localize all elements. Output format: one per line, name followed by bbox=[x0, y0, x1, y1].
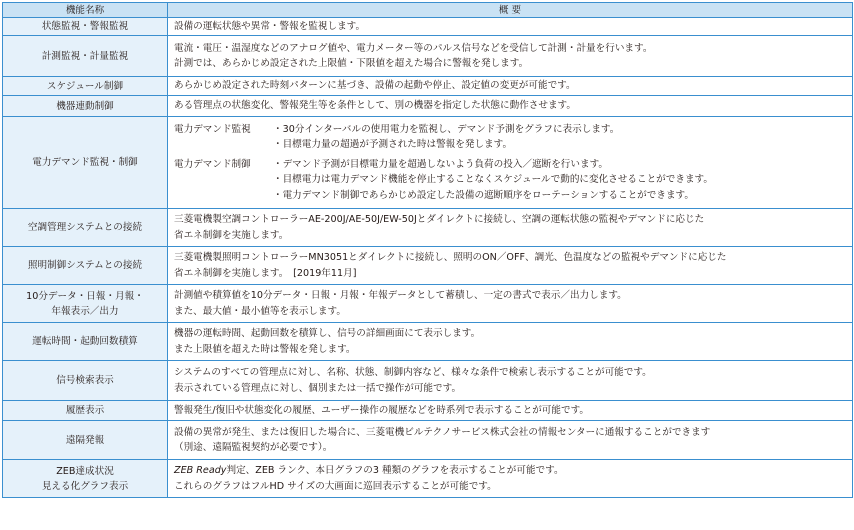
table-row bbox=[3, 117, 853, 209]
function-table bbox=[2, 2, 853, 498]
function-name-line: 運転時間・起動回数積算 bbox=[32, 336, 138, 347]
table-header-row bbox=[3, 3, 853, 18]
summary-line: 設備の異常が発生、または復旧した場合に、三菱電機ビルテクノサービス株式会社の情報センターに通報することができます bbox=[174, 426, 711, 438]
summary-line: 計測では、あらかじめ設定された上限値・下限値を超えた場合に警報を発します。 bbox=[174, 58, 529, 69]
function-name-cell bbox=[3, 401, 168, 421]
function-name-cell bbox=[3, 209, 168, 247]
header-summary: 概 要 bbox=[168, 3, 853, 18]
summary-line: ・デマンド予測が目標電力量を超過しないよう負荷の投入／遮断を行います。 bbox=[273, 158, 609, 170]
summary-line: 三菱電機製空調コントローラーAE-200J/AE-50J/EW-50Jとダイレクトに接続し、空調の運転状態の監視やデマンドに応じた bbox=[174, 214, 705, 225]
summary-line: あらかじめ設定された時刻パターンに基づき、設備の起動や停止、設定値の変更が可能です。 bbox=[174, 80, 576, 92]
function-name-cell bbox=[3, 361, 168, 401]
table-row bbox=[3, 421, 853, 460]
header-function-name: 機能名称 bbox=[3, 3, 168, 18]
summary-cell bbox=[168, 401, 853, 421]
function-name-cell bbox=[3, 323, 168, 361]
summary-line: ・目標電力量の超過が予測された時は警報を発します。 bbox=[273, 139, 513, 151]
function-name-line: 年報表示／出力 bbox=[51, 305, 119, 317]
function-name-line: 10分データ・日報・月報・ bbox=[26, 290, 144, 302]
summary-cell bbox=[168, 117, 853, 209]
summary-line: 三菱電機製照明コントローラーMN3051とダイレクトに接続し、照明のON／OFF、調光、色温度などの監視やデマンドに応じた bbox=[174, 252, 727, 263]
summary-line: 省エネ制御を実施します。 [2019年11月] bbox=[174, 267, 357, 279]
summary-line: 計測値や積算値を10分データ・日報・月報・年報データとして蓄積し、一定の書式で表示／出力します。 bbox=[174, 290, 627, 301]
summary-line: 表示されている管理点に対し、個別または一括で操作が可能です。 bbox=[174, 382, 462, 394]
function-name-cell bbox=[3, 421, 168, 460]
function-name-line: スケジュール制御 bbox=[46, 80, 124, 92]
demand-control-block bbox=[174, 157, 852, 204]
summary-cell bbox=[168, 323, 853, 361]
summary-cell bbox=[168, 96, 853, 117]
summary-line: 機器の運転時間、起動回数を積算し、信号の詳細画面にて表示します。 bbox=[174, 328, 481, 339]
table-row bbox=[3, 323, 853, 361]
function-name-line: 照明制御システムとの接続 bbox=[27, 260, 143, 271]
summary-line bbox=[174, 463, 852, 479]
table-row bbox=[3, 247, 853, 285]
function-name-line: ZEB達成状況 bbox=[56, 465, 114, 477]
function-name-line: 遠隔発報 bbox=[65, 434, 105, 446]
function-name-cell bbox=[3, 460, 168, 498]
summary-line: 省エネ制御を実施します。 bbox=[174, 229, 289, 241]
table-row bbox=[3, 36, 853, 77]
function-name-line: 機器連動制御 bbox=[56, 100, 114, 112]
table-row bbox=[3, 18, 853, 36]
table-row bbox=[3, 77, 853, 96]
function-name-cell bbox=[3, 285, 168, 323]
summary-line: また上限値を超えた時は警報を発します。 bbox=[174, 343, 356, 355]
summary-cell bbox=[168, 285, 853, 323]
table-row bbox=[3, 285, 853, 323]
demand-monitor-label: 電力デマンド監視 bbox=[174, 123, 251, 135]
summary-line: ・目標電力は電力デマンド機能を停止することなくスケジュールで動的に変化させることができます。 bbox=[273, 174, 713, 186]
summary-line: （別途、遠隔監視契約が必要です）。 bbox=[174, 442, 333, 453]
function-name-line: 状態監視・警報監視 bbox=[41, 21, 129, 32]
summary-line: 警報発生/復旧や状態変化の履歴、ユーザー操作の履歴などを時系列で表示することが可能です。 bbox=[174, 404, 589, 416]
summary-cell bbox=[168, 460, 853, 498]
table-row bbox=[3, 209, 853, 247]
summary-line: これらのグラフはフルHD サイズの大画面に巡回表示することが可能です。 bbox=[174, 480, 497, 492]
table-row bbox=[3, 460, 853, 498]
function-name-cell bbox=[3, 117, 168, 209]
table-row bbox=[3, 96, 853, 117]
summary-cell bbox=[168, 361, 853, 401]
table-row bbox=[3, 401, 853, 421]
summary-cell bbox=[168, 247, 853, 285]
summary-cell bbox=[168, 421, 853, 460]
summary-line: システムのすべての管理点に対し、名称、状態、制御内容など、様々な条件で検索し表示することが可能です。 bbox=[174, 367, 652, 378]
summary-line: ある管理点の状態変化、警報発生等を条件として、別の機器を指定した状態に動作させます。 bbox=[174, 100, 576, 112]
demand-monitor-block bbox=[174, 122, 852, 153]
function-name-line: 電力デマンド監視・制御 bbox=[32, 157, 138, 168]
function-name-cell bbox=[3, 18, 168, 36]
function-name-line: 空調管理システムとの接続 bbox=[27, 222, 143, 233]
function-name-line: 信号検索表示 bbox=[56, 375, 114, 386]
summary-cell bbox=[168, 77, 853, 96]
function-name-cell bbox=[3, 36, 168, 77]
summary-line: また、最大値・最小値等を表示します。 bbox=[174, 305, 346, 317]
function-name-line: 見える化グラフ表示 bbox=[41, 480, 129, 492]
zeb-line-rest: 判定、ZEB ランク、本日グラフの3 種類のグラフを表示することが可能です。 bbox=[226, 465, 564, 476]
summary-line: 電流・電圧・温湿度などのアナログ値や、電力メーター等のパルス信号などを受信して計測・計量を行います。 bbox=[174, 42, 653, 54]
function-name-line: 履歴表示 bbox=[65, 405, 105, 416]
summary-line: 設備の運転状態や異常・警報を監視します。 bbox=[174, 20, 366, 32]
zeb-ready-term: ZEB Ready bbox=[174, 465, 227, 476]
function-name-cell bbox=[3, 77, 168, 96]
summary-cell bbox=[168, 209, 853, 247]
function-name-cell bbox=[3, 247, 168, 285]
summary-line: ・30分インターバルの使用電力を監視し、デマンド予測をグラフに表示します。 bbox=[273, 123, 620, 135]
table-row bbox=[3, 361, 853, 401]
summary-line: ・電力デマンド制御であらかじめ設定した設備の遮断順序をローテーションすることができます。 bbox=[273, 189, 694, 201]
demand-control-label: 電力デマンド制御 bbox=[174, 158, 251, 170]
function-name-line: 計測監視・計量監視 bbox=[41, 50, 129, 62]
function-name-cell bbox=[3, 96, 168, 117]
summary-cell bbox=[168, 18, 853, 36]
summary-cell bbox=[168, 36, 853, 77]
